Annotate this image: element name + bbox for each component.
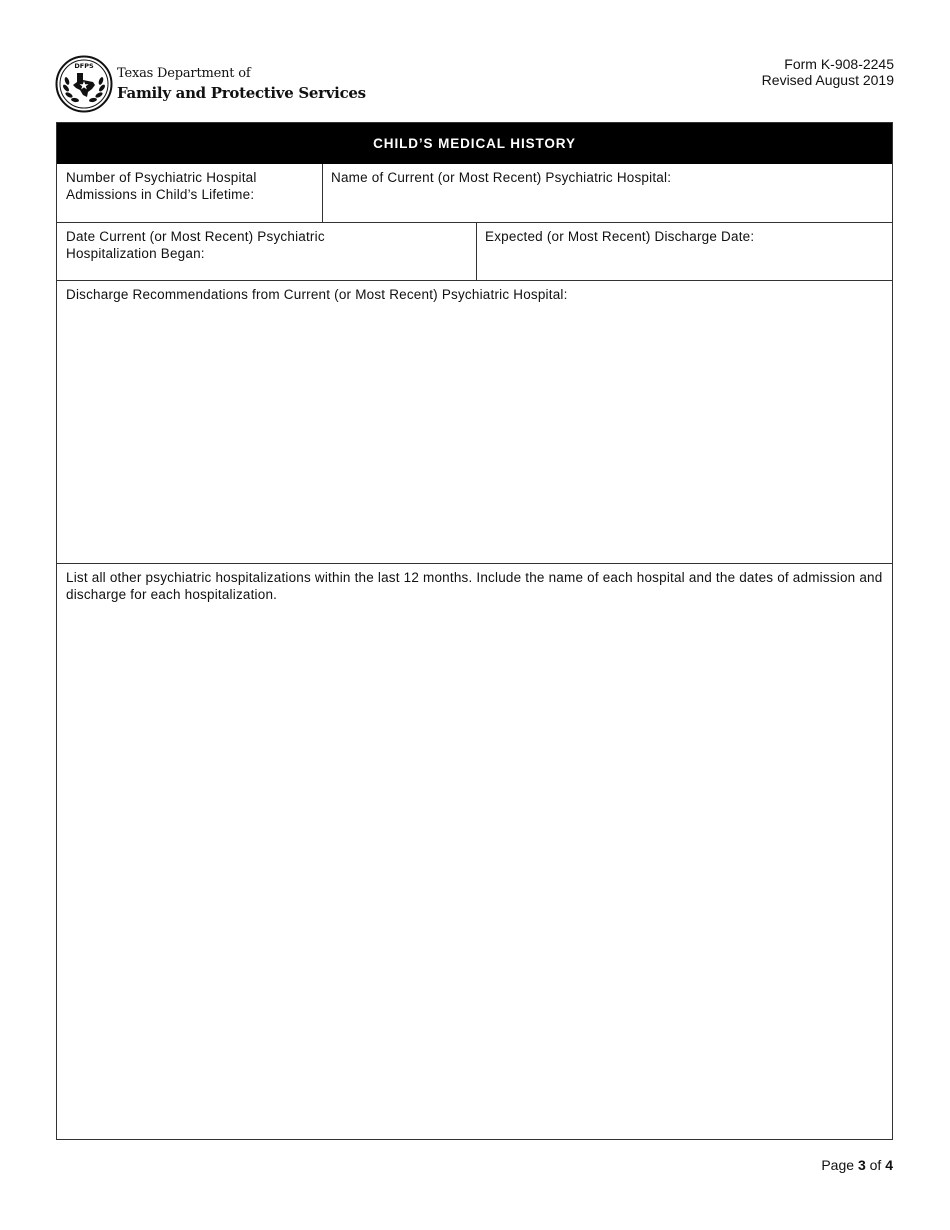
hospital-name-field[interactable] [322, 164, 892, 222]
other-hospitalizations-label: List all other psychiatric hospitalizations within the last 12 months. Include the name of each hospital and the dates of admission and discharge for each hospitalization. [66, 570, 883, 602]
agency-name-line2: Family and Protective Services [117, 84, 366, 102]
discharge-date-label: Expected (or Most Recent) Discharge Date: [485, 229, 755, 244]
medical-history-form [56, 122, 893, 1140]
other-hospitalizations-field[interactable] [57, 564, 892, 1139]
discharge-recommendations-label: Discharge Recommendations from Current (or Most Recent) Psychiatric Hospital: [66, 287, 568, 302]
hospitalization-began-label: Date Current (or Most Recent) Psychiatric Hospitalization Began: [66, 229, 325, 261]
discharge-date-field[interactable] [476, 223, 892, 280]
dfps-seal-icon [55, 55, 113, 113]
form-info [762, 56, 894, 88]
section-title: CHILD’S MEDICAL HISTORY [57, 123, 892, 164]
agency-logo [55, 55, 366, 113]
hospital-name-label: Name of Current (or Most Recent) Psychiatric Hospital: [331, 170, 672, 185]
form-number: Form K-908-2245 [784, 56, 894, 72]
page-number [821, 1157, 893, 1173]
admissions-count-label: Number of Psychiatric Hospital Admissions in Child’s Lifetime: [66, 170, 257, 202]
page-of: of [869, 1157, 882, 1173]
page-total: 4 [885, 1157, 893, 1173]
agency-name-line1: Texas Department of [117, 66, 251, 81]
page-prefix: Page [821, 1157, 855, 1173]
revision-date: Revised August 2019 [761, 72, 894, 88]
admissions-count-field[interactable] [57, 164, 322, 222]
discharge-recommendations-field[interactable] [57, 281, 892, 563]
page-current: 3 [857, 1157, 866, 1173]
seal-text: DFPS [74, 62, 94, 70]
hospitalization-began-field[interactable] [57, 223, 476, 280]
